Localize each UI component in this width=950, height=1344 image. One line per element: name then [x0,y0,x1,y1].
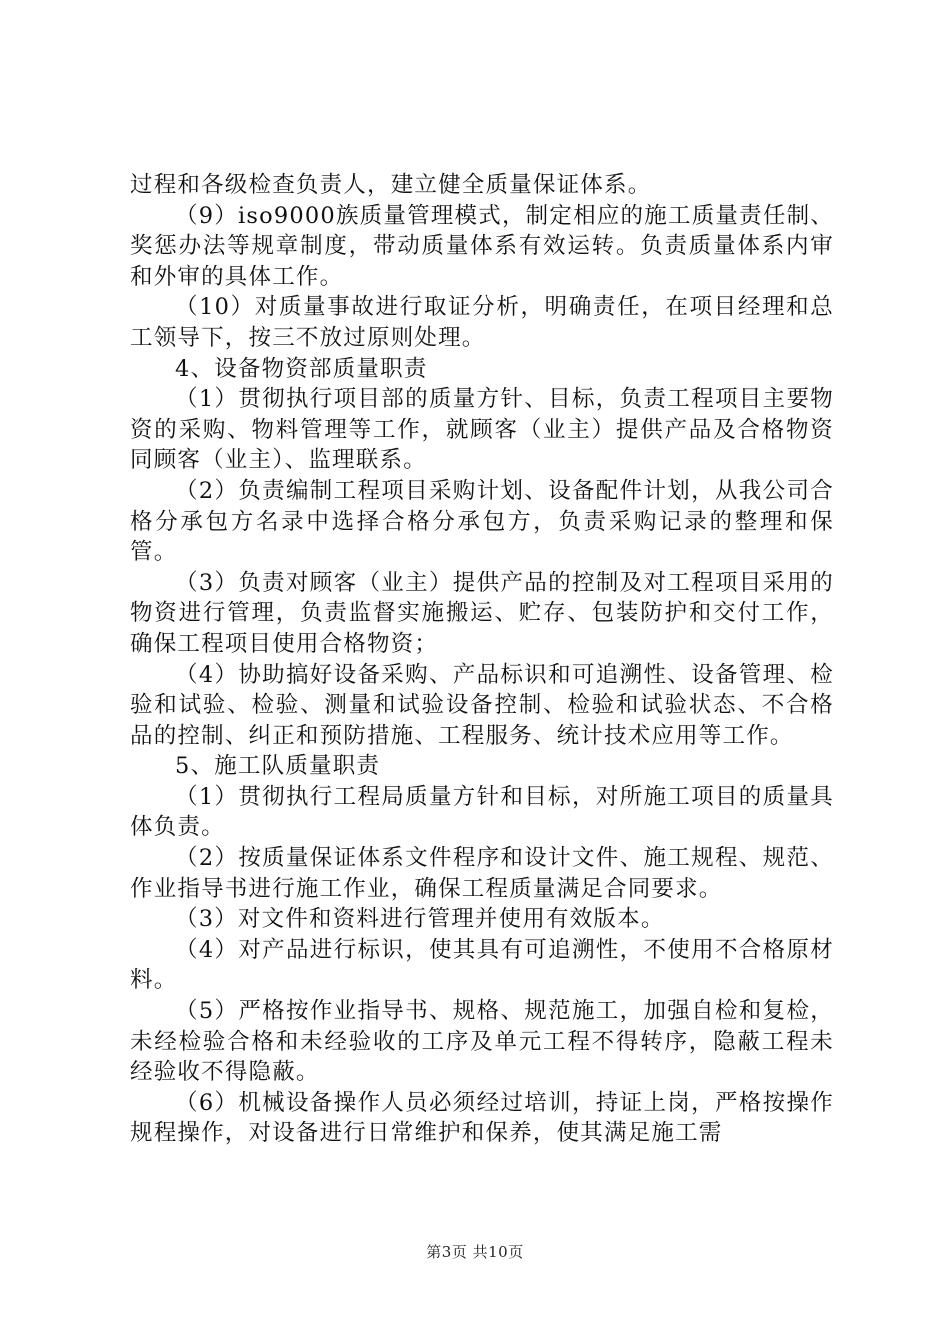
paragraph-section4-item-2: （2）负责编制工程项目采购计划、设备配件计划，从我公司合格分承包方名录中选择合格分承包方，负责采购记录的整理和保管。 [130,477,834,566]
paragraph-continuation: 过程和各级检查负责人，建立健全质量保证体系。 [130,172,652,198]
paragraph-section5-item-4: （4）对产品进行标识，使其具有可追溯性，不使用不合格原材料。 [130,936,834,994]
paragraph-item-10: （10）对质量事故进行取证分析，明确责任，在项目经理和总工领导下，按三不放过原则处理。 [130,294,834,351]
paragraph-section4-item-4: （4）协助搞好设备采购、产品标识和可追溯性、设备管理、检验和试验、检验、测量和试验设备控制、检验和试验状态、不合格品的控制、纠正和预防措施、工程服务、统计技术应用等工作。 [130,661,834,749]
paragraph-item-9: （9）iso9000族质量管理模式，制定相应的施工质量责任制、奖惩办法等规章制度，带动质量体系有效运转。负责质量体系内审和外审的具体工作。 [130,202,834,290]
paragraph-section4-item-1: （1）贯彻执行项目部的质量方针、目标，负责工程项目主要物资的采购、物料管理等工作，就顾客（业主）提供产品及合格物资同顾客（业主）、监理联系。 [130,386,834,474]
paragraph-section5-item-6: （6）机械设备操作人员必须经过培训，持证上岗，严格按操作规程操作，对设备进行日常维护和保养，使其满足施工需 [130,1089,834,1147]
paragraph-section5-item-2: （2）按质量保证体系文件程序和设计文件、施工规程、规范、作业指导书进行施工作业，确保工程质量满足合同要求。 [130,845,834,902]
page-number-footer: 第3页 共10页 [426,1243,524,1261]
paragraph-section4-item-3: （3）负责对顾客（业主）提供产品的控制及对工程项目采用的物资进行管理，负责监督实施搬运、贮存、包装防护和交付工作，确保工程项目使用合格物资； [130,569,834,657]
paragraph-section5-item-3: （3）对文件和资料进行管理并使用有效版本。 [175,906,665,933]
section-heading-4: 4、设备物资部质量职责 [175,355,428,382]
document-body [130,170,834,1149]
paragraph-section5-item-1: （1）贯彻执行工程局质量方针和目标，对所施工项目的质量具体负责。 [130,783,834,841]
section-heading-5: 5、施工队质量职责 [175,753,381,780]
paragraph-section5-item-5: （5）严格按作业指导书、规格、规范施工，加强自检和复检，未经检验合格和未经验收的工序及单元工程不得转序，隐蔽工程未经验收不得隐蔽。 [130,998,834,1086]
